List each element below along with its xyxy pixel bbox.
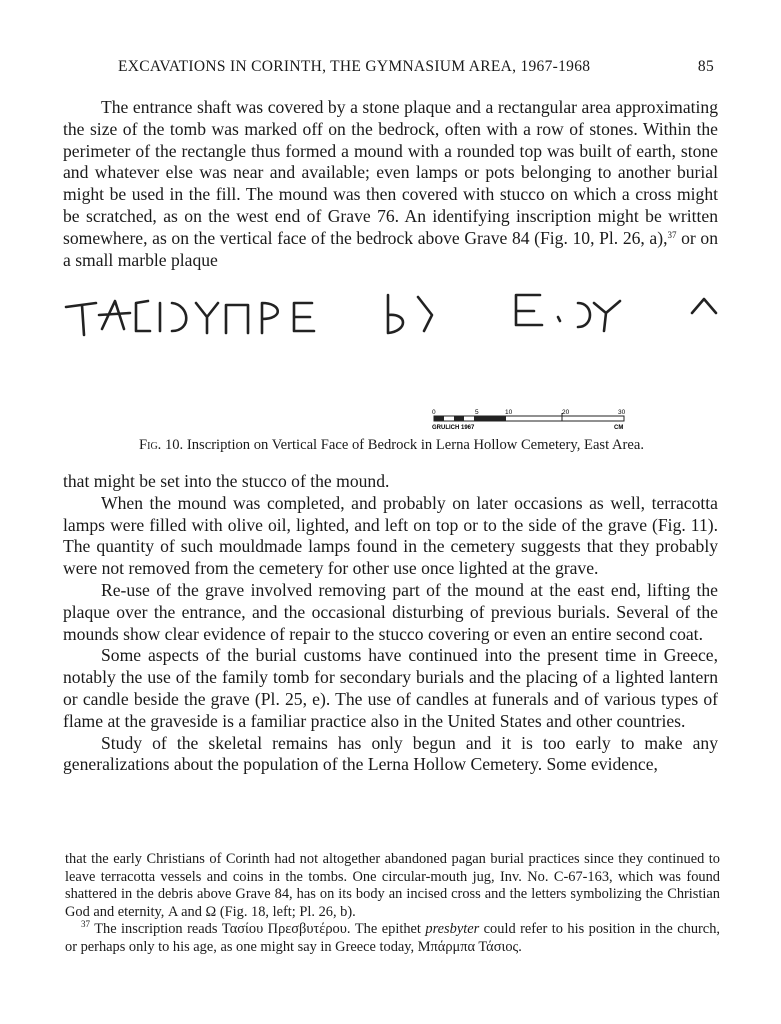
figure-inscription [0, 285, 781, 435]
footnote-ref-37: 37 [667, 229, 677, 240]
running-header [118, 58, 714, 76]
footnote-37-text-a: The inscription reads Τασίου Πρεσβυτέρου. The epithet [90, 921, 426, 938]
scale-unit: CM [614, 425, 624, 431]
footnote-37-number: 37 [81, 919, 90, 930]
scale-tick-5: 5 [475, 409, 479, 416]
para-6: Study of the skeletal remains has only begun and it is too early to make any generalizations about the population of the Lerna Hollow Cemetery. Some evidence, [63, 732, 718, 775]
para-3: When the mound was completed, and probably on later occasions as well, terracotta lamps were filled with olive oil, lighted, and left on top or to the side of the grave (Fig. 11). The quantity of such mouldmade lamps found in the cemetery suggests that they probably were not removed from the cemetery for other use once lighted at the grave. [63, 492, 718, 579]
footnote-37-italic: presbyter [425, 921, 480, 938]
paragraph-entrance-shaft [63, 97, 718, 271]
scale-credit: GRULICH 1967 [432, 425, 475, 431]
para-5: Some aspects of the burial customs have continued into the present time in Greece, notably the use of the family tomb for secondary burials and the placing of a lighted lantern or candle beside the grave (Pl. 25, e). The use of candles at funerals and of various types of flame at the graveside is a familiar practice also in the United States and other countries. [63, 645, 718, 731]
scale-tick-10: 10 [505, 409, 513, 416]
running-title: EXCAVATIONS IN CORINTH, THE GYMNASIUM AREA, 1967-1968 [118, 58, 591, 75]
scale-bar [432, 409, 626, 431]
figure-caption [64, 437, 719, 454]
footnote-37 [65, 921, 720, 956]
scale-tick-30: 30 [618, 409, 626, 416]
inscription-drawing [0, 285, 781, 435]
para-1-text: The entrance shaft was covered by a stone plaque and a rectangular area approximating the size of the tomb was marked off on the bedrock, often with a row of stones. Within the perimeter of the rectangle thus formed a mound with a rounded top was built of earth, stone and whatever else was near and available; even lamps or pots belonging to another burial might be used in the fill. The mound was then covered with stucco on which a cross might be scratched, as on the west end of Grave 76. An identifying inscription might be written somewhere, as on the vertical face of the bedrock above Grave 84 (Fig. 10, Pl. 26, a), [63, 97, 718, 248]
main-text-continued [63, 471, 718, 776]
scale-tick-0: 0 [432, 409, 436, 416]
footnote-37-text-b: could refer to his position in the church, or perhaps only to his age, as one might say in Greece today, Μπάρμπα Τάσιος. [65, 921, 720, 955]
footnote-continued: that the early Christians of Corinth had not altogether abandoned pagan burial practices since they continued to leave terracotta vessels and coins in the tombs. One circular-mouth jug, Inv. No. C-67-163, which was found shattered in the debris above Grave 84, has on its body an incised cross and the letters symbolizing the Christian God and eternity, Α and Ω (Fig. 18, left; Pl. 26, b). [65, 851, 720, 920]
caption-text: Inscription on Vertical Face of Bedrock in Lerna Hollow Cemetery, East Area. [186, 437, 644, 453]
page-number: 85 [697, 58, 714, 75]
caption-label: Fig. 10. [139, 437, 184, 453]
para-1-end: or on a small marble plaque [63, 227, 718, 270]
scale-tick-20: 20 [562, 409, 570, 416]
footnotes [65, 851, 720, 957]
para-2: that might be set into the stucco of the mound. [63, 471, 390, 491]
para-4: Re-use of the grave involved removing part of the mound at the east end, lifting the plaque over the entrance, and the occasional disturbing of previous burials. Several of the mounds show clear evidence of repair to the stucco covering or even an entire second coat. [63, 579, 718, 644]
